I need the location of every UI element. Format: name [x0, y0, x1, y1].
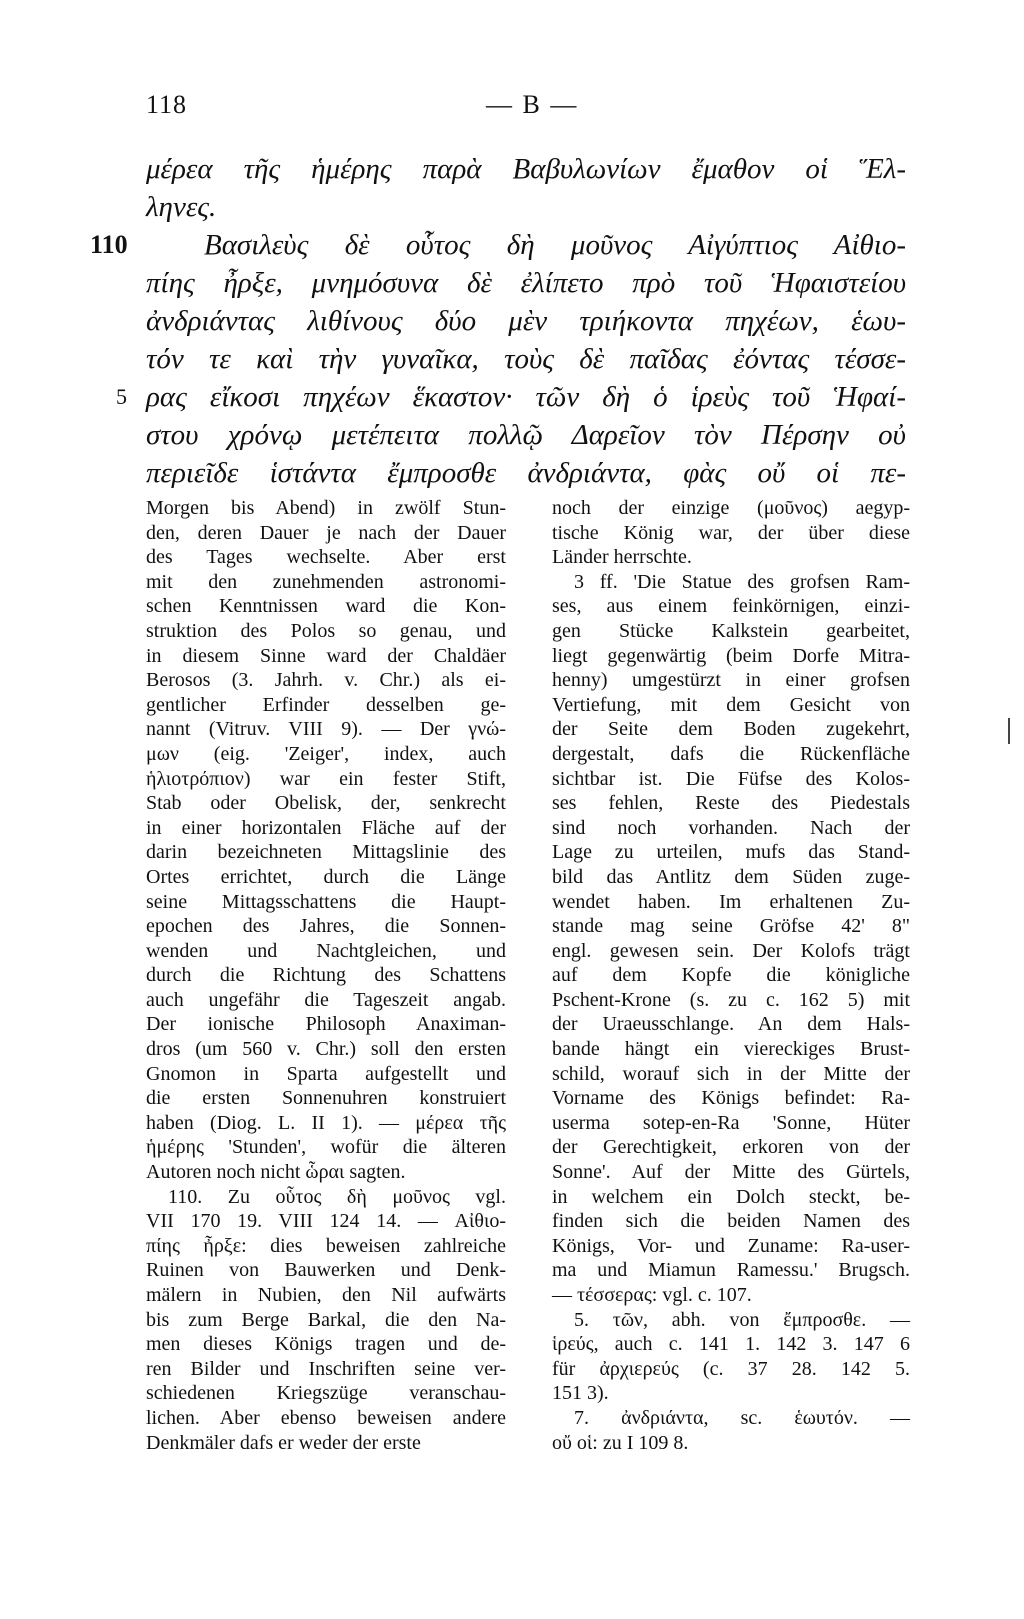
note-line: der Uraeusschlange. An dem Hals- [552, 1013, 910, 1036]
note-line: nannt (Vitruv. VIII 9). — Der γνώ- [146, 718, 506, 741]
note-line: dros (um 560 v. Chr.) soll den ersten [146, 1038, 506, 1061]
note-line: Morgen bis Abend) in zwölf Stun- [146, 497, 506, 519]
note-line: Sonne'. Auf der Mitte des Gürtels, [552, 1161, 910, 1184]
note-line: πίης ἦρξε: dies beweisen zahlreiche [146, 1234, 506, 1257]
note-line: struktion des Polos so genau, und [146, 619, 506, 642]
note-line: der Gerechtigkeit, erkoren von der [552, 1136, 910, 1159]
note-line: bande hängt ein viereckiges Brust- [552, 1038, 910, 1061]
note-line: schiedenen Kriegszüge veranschau- [146, 1382, 506, 1405]
page-number: 118 [146, 90, 188, 119]
note-line: des Tages wechselte. Aber erst [146, 546, 506, 569]
note-line: Lage zu urteilen, mufs das Stand- [552, 841, 910, 864]
note-line: Der ionische Philosoph Anaximan- [146, 1013, 506, 1036]
note-line: userma sotep-en-Ra 'Sonne, Hüter [552, 1111, 910, 1134]
note-line: bis zum Berge Barkal, die den Na- [146, 1308, 506, 1331]
note-line: der Seite dem Boden zugekehrt, [552, 718, 910, 741]
note-line: noch der einzige (μοῦνος) aegyp- [552, 497, 910, 519]
note-line: epochen des Jahres, die Sonnen- [146, 915, 506, 938]
page-header [146, 90, 886, 124]
note-line: finden sich die beiden Namen des [552, 1210, 910, 1233]
note-line: ses fehlen, Reste des Piedestals [552, 792, 910, 815]
note-line: sind noch vorhanden. Nach der [552, 816, 910, 839]
note-line: ἡλιοτρόπιον) war ein fester Stift, [146, 767, 506, 790]
note-line: seine Mittagsschattens die Haupt- [146, 890, 506, 913]
greek-line-text: περιεῖδε ἱστάντα ἔμπροσθε ἀνδριάντα, φὰς οὔ οἱ πε- [146, 457, 906, 489]
note-line: durch die Richtung des Schattens [146, 964, 506, 987]
note-line: darin bezeichneten Mittagslinie des [146, 841, 506, 864]
greek-line-text: Βασιλεὺς δὲ οὗτος δὴ μοῦνος Αἰγύπτιος Αἰθιο- [204, 229, 906, 261]
note-line: 151 3). [552, 1382, 609, 1405]
greek-line [146, 188, 906, 226]
note-line: Pschent-Krone (s. zu c. 162 5) mit [552, 988, 910, 1011]
note-line: mit den zunehmenden astronomi- [146, 570, 506, 593]
greek-line-text: ρας εἴκοσι πηχέων ἕκαστον· τῶν δὴ ὁ ἱρεὺς τοῦ Ἡφαί- [146, 381, 906, 413]
note-line: Vorname des Königs befindet: Ra- [552, 1087, 910, 1110]
note-line: engl. gewesen sein. Der Kolofs trägt [552, 939, 910, 962]
greek-line [146, 302, 906, 340]
note-line: men dieses Königs tragen und de- [146, 1333, 506, 1356]
commentary-left-column [146, 496, 506, 1455]
note-line: für ἀρχιερεύς (c. 37 28. 142 5. [552, 1357, 910, 1380]
note-line: Denkmäler dafs er weder der erste [146, 1431, 421, 1454]
note-line: sichtbar ist. Die Füfse des Kolos- [552, 767, 910, 790]
note-line: stande mag seine Gröfse 42' 8" [552, 915, 910, 938]
note-line: ma und Miamun Ramessu.' Brugsch. [552, 1259, 910, 1282]
note-line: henny) umgestürzt in einer grofsen [552, 669, 910, 692]
note-line: die ersten Sonnenuhren konstruiert [146, 1087, 506, 1110]
note-line: 110. Zu οὗτος δὴ μοῦνος vgl. [168, 1185, 506, 1208]
greek-line-text: στου χρόνῳ μετέπειτα πολλῷ Δαρεῖον τὸν Πέρσην οὐ [146, 419, 906, 451]
greek-line [90, 226, 906, 264]
line-number: 5 [116, 384, 127, 409]
note-line: schen Kenntnissen ward die Kon- [146, 595, 506, 618]
note-line: Ortes errichtet, durch die Länge [146, 865, 506, 888]
greek-line-text: μέρεα τῆς ἡμέρης παρὰ Βαβυλωνίων ἔμαθον οἱ Ἕλ- [146, 153, 906, 185]
greek-line-text: ληνες. [146, 191, 217, 223]
note-line: 7. ἀνδριάντα, sc. ἑωυτόν. — [574, 1406, 910, 1429]
note-line: dergestalt, dafs die Rückenfläche [552, 742, 910, 765]
note-line: Stab oder Obelisk, der, senkrecht [146, 792, 506, 815]
greek-line [146, 416, 906, 454]
note-line: Vertiefung, mit dem Gesicht von [552, 693, 910, 716]
note-line: liegt gegenwärtig (beim Dorfe Mitra- [552, 644, 910, 667]
running-head: — B — [486, 90, 579, 119]
note-line: lichen. Aber ebenso beweisen andere [146, 1406, 506, 1429]
note-line: — τέσσερας: vgl. c. 107. [552, 1284, 752, 1306]
note-line: in diesem Sinne ward der Chaldäer [146, 644, 506, 667]
greek-line [146, 150, 906, 188]
note-line: in welchem ein Dolch steckt, be- [552, 1185, 910, 1208]
note-line: haben (Diog. L. II 1). — μέρεα τῆς [146, 1111, 506, 1134]
note-line: ἡμέρης 'Stunden', wofür die älteren [146, 1136, 506, 1159]
note-line: Autoren noch nicht ὧραι sagten. [146, 1161, 406, 1184]
note-line: wendet haben. Im erhaltenen Zu- [552, 890, 910, 913]
note-line: in einer horizontalen Fläche auf der [146, 816, 506, 839]
commentary-right-column [552, 496, 910, 1455]
greek-line-text: ἀνδριάντας λιθίνους δύο μὲν τριήκοντα πηχέων, ἑωυ- [146, 305, 906, 337]
greek-text-block [90, 150, 906, 492]
chapter-number: 110 [90, 230, 128, 259]
margin-mark [1008, 718, 1010, 744]
greek-line [146, 264, 906, 302]
note-line: bild das Antlitz dem Süden zuge- [552, 865, 910, 888]
greek-line [146, 340, 906, 378]
note-line: Ruinen von Bauwerken und Denk- [146, 1259, 506, 1282]
note-line: auf dem Kopfe die königliche [552, 964, 910, 987]
note-line: οὔ οἱ: zu I 109 8. [552, 1431, 689, 1454]
note-line: ren Bilder und Inschriften seine ver- [146, 1357, 506, 1380]
note-line: tische König war, der über diese [552, 521, 910, 544]
note-line: ἱρεύς, auch c. 141 1. 142 3. 147 6 [552, 1333, 910, 1356]
note-line: Königs, Vor- und Zuname: Ra-user- [552, 1234, 910, 1257]
note-line: wenden und Nachtgleichen, und [146, 939, 506, 962]
note-line: Länder herrschte. [552, 546, 692, 569]
note-line: mälern in Nubien, den Nil aufwärts [146, 1284, 506, 1306]
greek-line [116, 378, 906, 416]
note-line: 5. τῶν, abh. von ἔμπροσθε. — [574, 1308, 910, 1331]
note-line: μων (eig. 'Zeiger', index, auch [146, 742, 506, 765]
note-line: schild, worauf sich in der Mitte der [552, 1062, 910, 1085]
note-line: gentlicher Erfinder desselben ge- [146, 693, 506, 716]
note-line: auch ungefähr die Tageszeit angab. [146, 988, 506, 1011]
note-line: 3 ff. 'Die Statue des grofsen Ram- [574, 570, 910, 593]
note-line: gen Stücke Kalkstein gearbeitet, [552, 619, 910, 642]
greek-line [146, 454, 906, 492]
note-line: ses, aus einem feinkörnigen, einzi- [552, 595, 910, 618]
note-line: den, deren Dauer je nach der Dauer [146, 521, 506, 544]
note-line: Gnomon in Sparta aufgestellt und [146, 1062, 506, 1085]
note-line: VII 170 19. VIII 124 14. — Αἰθιο- [146, 1210, 506, 1233]
greek-line-text: τόν τε καὶ τὴν γυναῖκα, τοὺς δὲ παῖδας ἐόντας τέσσε- [146, 343, 906, 375]
note-line: Berosos (3. Jahrh. v. Chr.) als ei- [146, 669, 506, 692]
greek-line-text: πίης ἦρξε, μνημόσυνα δὲ ἐλίπετο πρὸ τοῦ Ἡφαιστείου [146, 267, 906, 299]
